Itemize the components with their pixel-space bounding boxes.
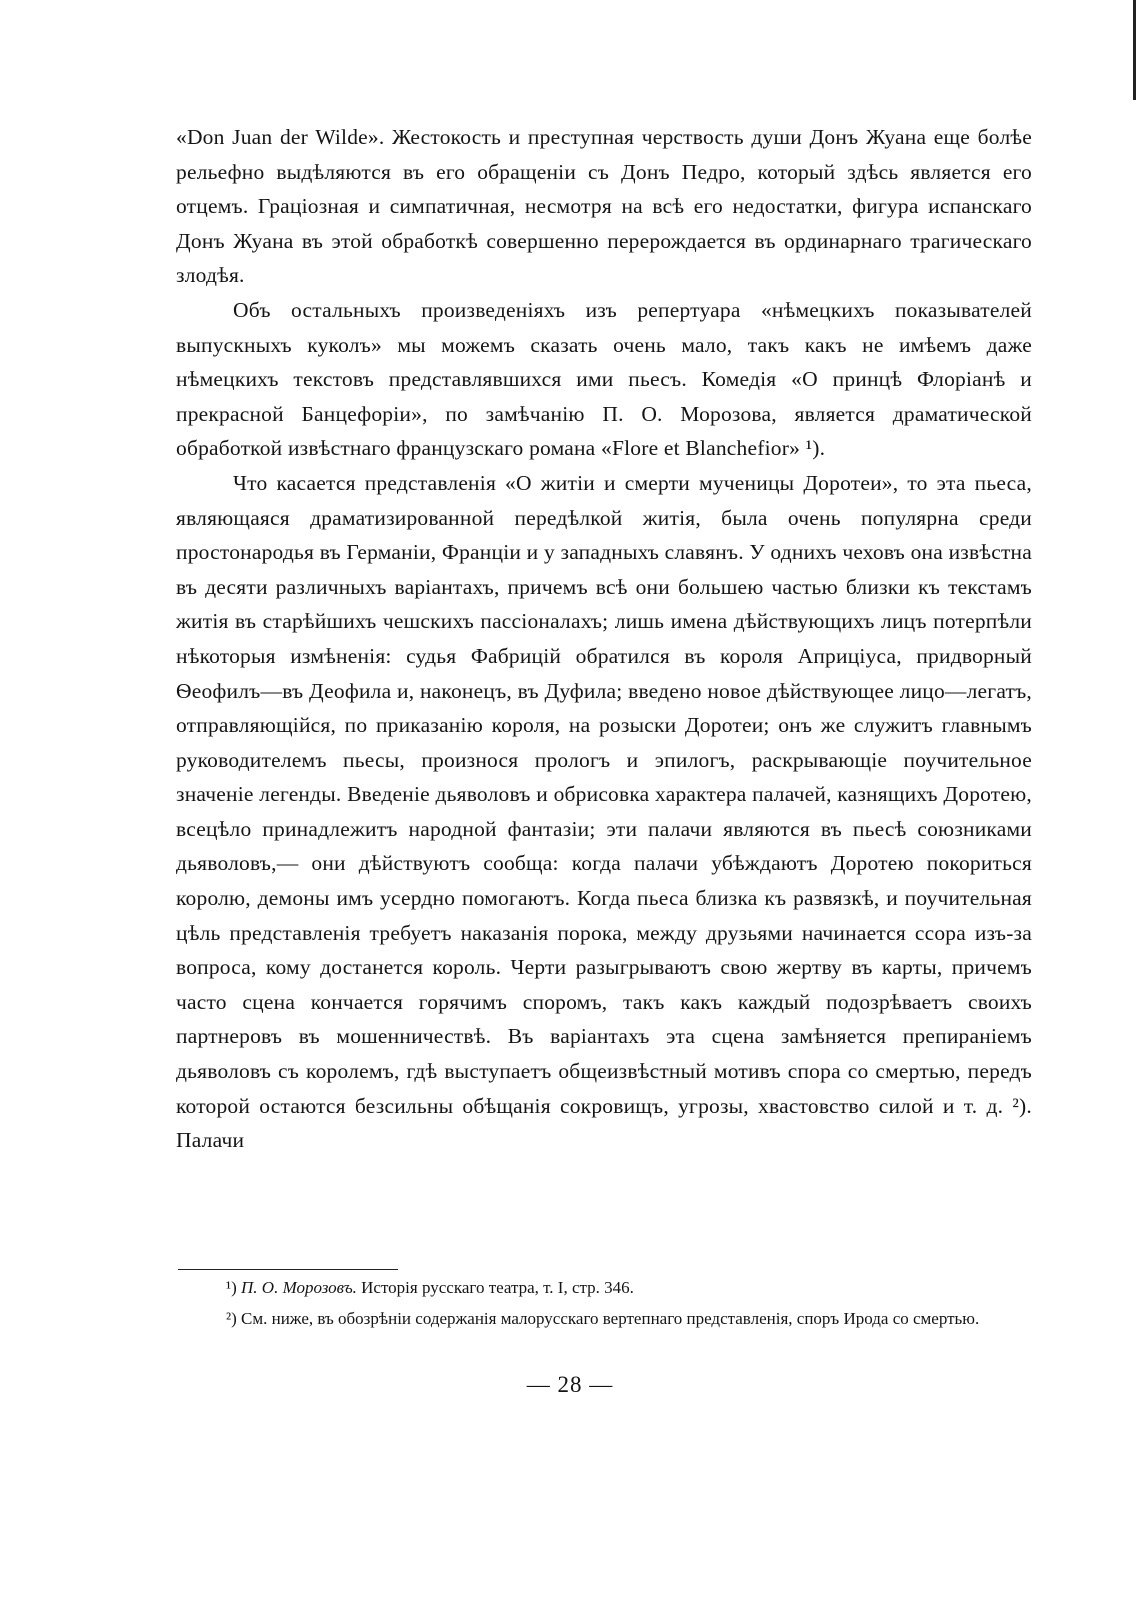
scan-edge-line (1133, 0, 1136, 100)
paragraph-repertoire: Объ остальныхъ произведеніяхъ изъ репертуара «нѣмецкихъ показывателей выпускныхъ куколъ» мы можемъ сказать очень мало, такъ какъ не имѣемъ даже нѣмецкихъ текстовъ представлявшихся ими пьесъ. Комедія «О принцѣ Флоріанѣ и прекрасной Банцефоріи», по замѣчанію П. О. Морозова, является драматической обработкой извѣстнаго французскаго романа «Flore et Blanchefior» ¹). (176, 297, 1032, 461)
footnotes (176, 1272, 1036, 1334)
footnote-1 (176, 1272, 1036, 1303)
main-text (176, 120, 1032, 1158)
footnote-1-author: П. О. Морозовъ. (241, 1278, 357, 1297)
page-number: — 28 — (526, 1372, 614, 1397)
paragraph-dorothea: Что касается представленія «О житіи и смерти мученицы Доротеи», то эта пьеса, являющаяся драматизированной передѣлкой житія, была очень популярна среди простонародья въ Германіи, Франціи и у западныхъ славянъ. У однихъ чеховъ она извѣстна въ десяти различныхъ варіантахъ, причемъ всѣ они большею частью близки къ текстамъ житія въ старѣйшихъ чешскихъ пассіоналахъ; лишь имена дѣйствующихъ лицъ потерпѣли нѣкоторыя измѣненія: судья Фабрицій обратился въ короля Априціуса, придворный Ѳеофилъ—въ Деофила и, наконецъ, въ Дуфила; введено новое дѣйствующее лицо—легатъ, отправляющійся, по приказанію короля, на розыски Доротеи; онъ же служитъ главнымъ руководителемъ пьесы, произнося прологъ и эпилогъ, раскрывающіе поучительное значеніе легенды. Введеніе дьяволовъ и обрисовка характера палачей, казнящихъ Доротею, всецѣло принадлежитъ народной фантазіи; эти палачи являются въ пьесѣ союзниками дьяволовъ,— они дѣйствуютъ сообща: когда палачи убѣждаютъ Доротею покориться королю, демоны имъ усердно помогаютъ. Когда пьеса близка къ развязкѣ, и поучительная цѣль представленія требуетъ наказанія порока, между друзьями начинается ссора изъ-за вопроса, кому достанется король. Черти разыгрываютъ свою жертву въ карты, причемъ часто сцена кончается горячимъ споромъ, такъ какъ каждый подозрѣваетъ своихъ партнеровъ въ мошенничествѣ. Въ варіантахъ эта сцена замѣняется препираніемъ дьяволовъ съ королемъ, гдѣ выступаетъ общеизвѣстный мотивъ спора со смертью, передъ которой остаются безсильны обѣщанія сокровищъ, угрозы, хвастовство силой и т. д. ²). Палачи (176, 470, 1032, 1153)
footnote-divider (178, 1269, 398, 1270)
footnote-2-marker: ²) (226, 1309, 237, 1328)
footnote-1-marker: ¹) (226, 1278, 237, 1297)
footnote-1-text: Исторія русскаго театра, т. I, стр. 346. (356, 1278, 634, 1297)
paragraph-don-juan: «Don Juan der Wilde». Жестокость и преступная черствость души Донъ Жуана еще болѣе рельефно выдѣляются въ его обращеніи съ Донъ Педро, который здѣсь является его отцемъ. Граціозная и симпатичная, несмотря на всѣ его недостатки, фигура испанскаго Донъ Жуана въ этой обработкѣ совершенно перерождается въ ординарнаго трагическаго злодѣя. (176, 125, 1032, 288)
footnote-2-text: См. ниже, въ обозрѣніи содержанія малорусскаго вертепнаго представленія, споръ Ирода со смертью. (236, 1309, 980, 1328)
footnote-2 (176, 1303, 1036, 1334)
